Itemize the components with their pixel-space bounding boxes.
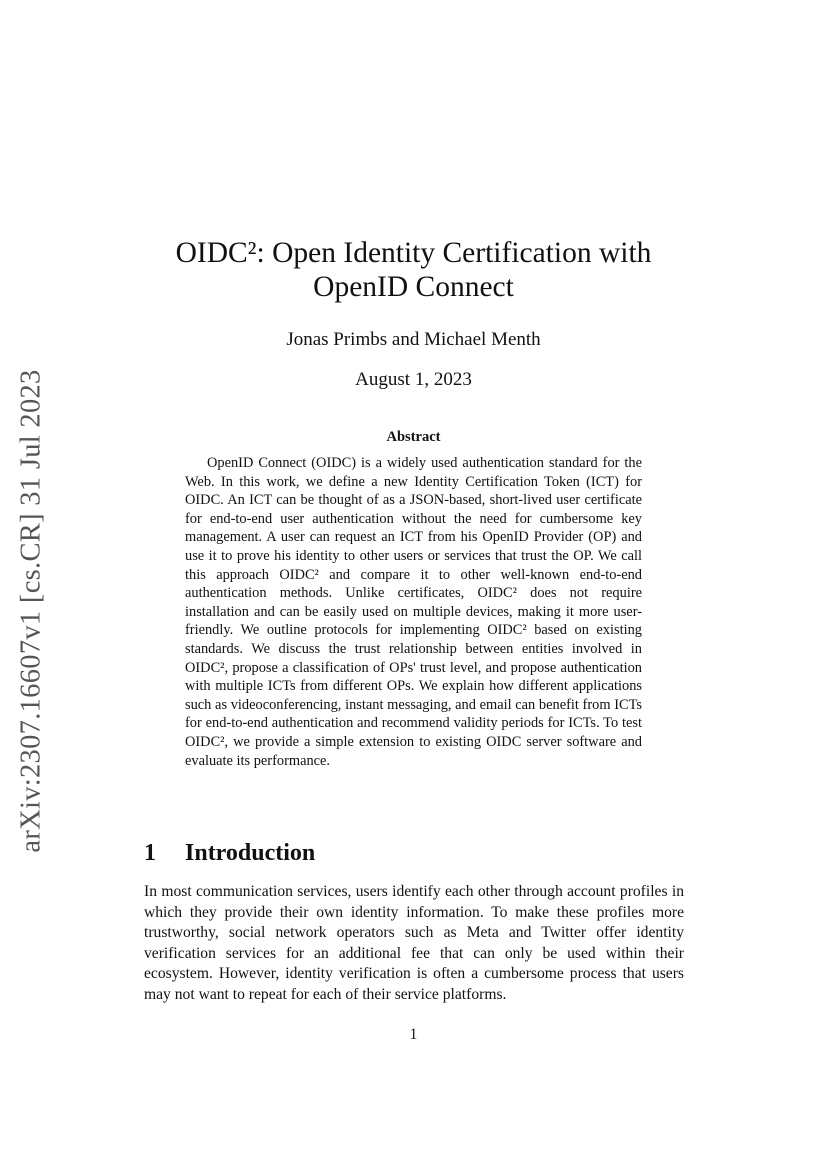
paper-title xyxy=(100,236,727,304)
abstract-heading: Abstract xyxy=(386,429,441,445)
page-number: 1 xyxy=(409,1026,418,1043)
arxiv-identifier-text: arXiv:2307.16607v1 [cs.CR] 31 Jul 2023 xyxy=(16,369,47,853)
arxiv-identifier-stamp xyxy=(4,369,60,853)
paper-title-line-2: OpenID Connect xyxy=(313,271,514,303)
paper-title-line-1: OIDC²: Open Identity Certification with xyxy=(175,237,652,269)
section-number: 1 xyxy=(144,840,156,866)
section-heading-introduction xyxy=(144,838,315,868)
paper-date: August 1, 2023 xyxy=(355,369,472,390)
paper-authors: Jonas Primbs and Michael Menth xyxy=(286,329,541,350)
section-title: Introduction xyxy=(185,840,316,866)
introduction-paragraph: In most communication services, users identify each other through account profiles in which they provide their own identity information. To make these profiles more trustworthy, social network operators such as Meta and Twitter offer identity verification services for an additional fee that can only be used within their ecosystem. However, identity verification is often a cumbersome process that users may not want to repeat for each of their service platforms. xyxy=(144,883,684,1003)
abstract-text: OpenID Connect (OIDC) is a widely used authentication standard for the Web. In this work, we define a new Identity Certification Token (ICT) for OIDC. An ICT can be thought of as a JSON-based, short-lived user certificate for end-to-end user authentication without the need for cumbersome key management. A user can request an ICT from his OpenID Provider (OP) and use it to prove his identity to other users or services that trust the OP. We call this approach OIDC² and compare it to other well-known end-to-end authentication methods. Unlike certificates, OIDC² does not require installation and can be easily used on multiple devices, making it more user-friendly. We outline protocols for implementing OIDC² based on existing standards. We discuss the trust relationship between entities involved in OIDC², propose a classification of OPs' trust level, and propose authentication with multiple ICTs from different OPs. We explain how different applications such as videoconferencing, instant messaging, and email can benefit from ICTs for end-to-end authentication and recommend validity periods for ICTs. To test OIDC², we provide a simple extension to existing OIDC server software and evaluate its performance. xyxy=(185,455,642,769)
